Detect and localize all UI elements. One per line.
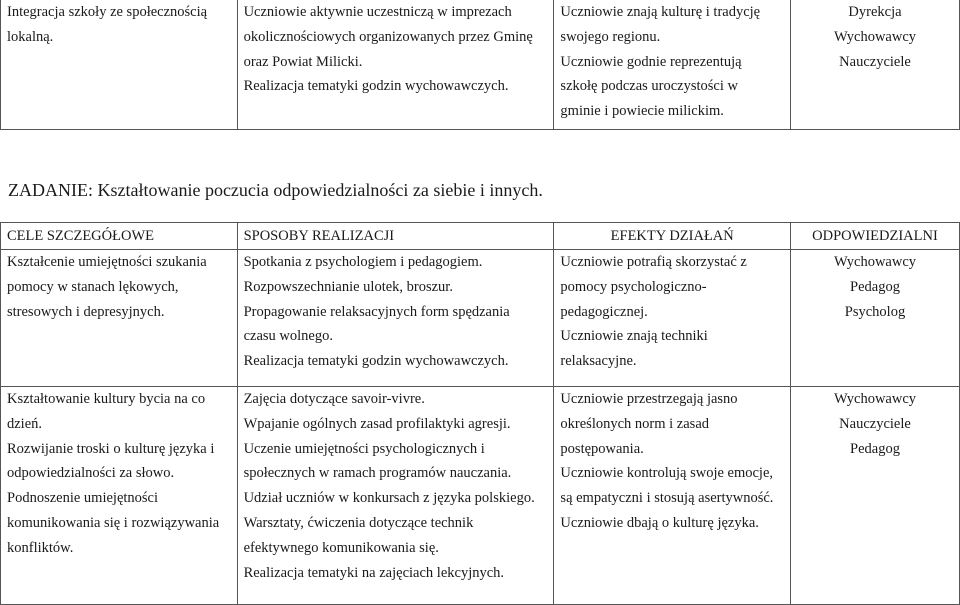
method-cell xyxy=(237,250,554,387)
header-row xyxy=(1,223,960,250)
goal-cell xyxy=(1,387,238,605)
cell-line: Realizacja tematyki na zajęciach lekcyjnych. xyxy=(243,564,505,581)
cell-line: dzień. xyxy=(7,415,43,432)
cell-line: Udział uczniów w konkursach z języka polskiego. xyxy=(243,490,535,507)
effect-cell xyxy=(554,250,791,387)
cell-line: postępowania. xyxy=(560,440,644,457)
cell-line: czasu wolnego. xyxy=(243,328,333,345)
header-effects: EFEKTY DZIAŁAŃ xyxy=(554,223,791,250)
table-row xyxy=(1,250,960,387)
cell-line: Spotkania z psychologiem i pedagogiem. xyxy=(243,254,483,270)
cell-line: Realizacja tematyki godzin wychowawczych. xyxy=(243,353,509,370)
cell-line: pomocy w stanach lękowych, xyxy=(7,278,179,295)
responsible-cell xyxy=(791,250,960,387)
cell-line: Propagowanie relaksacyjnych form spędzania xyxy=(243,303,510,320)
cell-line: Uczniowie potrafią skorzystać z xyxy=(560,254,747,270)
cell-line: lokalną. xyxy=(7,28,54,45)
cell-line: odpowiedzialności za słowo. xyxy=(7,465,175,482)
responsible-cell xyxy=(791,0,960,130)
header-methods: SPOSOBY REALIZACJI xyxy=(237,223,554,250)
cell-line: gminie i powiecie milickim. xyxy=(560,103,724,120)
cell-line: Uczniowie kontrolują swoje emocje, xyxy=(560,465,774,482)
effect-cell xyxy=(554,387,791,605)
cell-line: Wychowawcy xyxy=(833,28,917,45)
cell-line: Rozpowszechnianie ulotek, broszur. xyxy=(243,278,453,295)
effect-cell xyxy=(554,0,791,130)
cell-line: konfliktów. xyxy=(7,539,74,556)
cell-line: szkołę podczas uroczystości w xyxy=(560,78,738,95)
task-title: ZADANIE: Kształtowanie poczucia odpowiedzialności za siebie i innych. xyxy=(8,180,543,200)
cell-line: Nauczyciele xyxy=(839,53,911,70)
cell-line: Nauczyciele xyxy=(839,415,911,432)
cell-line: są empatyczni i stosują asertywność. xyxy=(560,490,774,507)
cell-line: Rozwijanie troski o kulturę języka i xyxy=(7,440,215,457)
cell-line: Uczniowie godnie reprezentują xyxy=(560,53,742,70)
cell-line: Uczniowie dbają o kulturę języka. xyxy=(560,514,759,531)
cell-line: Warsztaty, ćwiczenia dotyczące technik xyxy=(243,514,474,531)
cell-line: Pedagog xyxy=(850,440,900,457)
cell-line: Uczniowie znają techniki xyxy=(560,328,708,345)
cell-line: określonych norm i zasad xyxy=(560,415,710,432)
cell-line: Kształcenie umiejętności szukania xyxy=(7,254,207,270)
cell-line: relaksacyjne. xyxy=(560,353,637,370)
method-cell xyxy=(237,387,554,605)
cell-line: pomocy psychologiczno- xyxy=(560,278,707,295)
cell-line: Wychowawcy xyxy=(833,391,917,407)
cell-line: Kształtowanie kultury bycia na co xyxy=(7,391,206,407)
responsible-cell xyxy=(791,387,960,605)
cell-line: społecznych w ramach programów nauczania. xyxy=(243,465,512,482)
cell-line: Uczniowie przestrzegają jasno xyxy=(560,391,738,407)
cell-line: Dyrekcja xyxy=(848,4,902,20)
cell-line: pedagogicznej. xyxy=(560,303,648,320)
cell-line: Realizacja tematyki godzin wychowawczych. xyxy=(243,78,509,95)
main-table xyxy=(0,222,960,605)
cell-line: Psycholog xyxy=(844,303,906,320)
cell-line: Uczenie umiejętności psychologicznych i xyxy=(243,440,485,457)
cell-line: Uczniowie znają kulturę i tradycję xyxy=(560,4,761,20)
cell-line: Wpajanie ogólnych zasad profilaktyki agresji. xyxy=(243,415,511,432)
goal-cell xyxy=(1,250,238,387)
cell-line: Integracja szkoły ze społecznością xyxy=(7,4,208,20)
cell-line: stresowych i depresyjnych. xyxy=(7,303,165,320)
table-row xyxy=(1,387,960,605)
header-goals: CELE SZCZEGÓŁOWE xyxy=(1,223,238,250)
cell-line: okolicznościowych organizowanych przez Gminę xyxy=(243,28,533,45)
cell-line: Uczniowie aktywnie uczestniczą w imprezach xyxy=(243,4,512,20)
table-row xyxy=(1,0,960,130)
cell-line: Podnoszenie umiejętności xyxy=(7,490,159,507)
cell-line: Wychowawcy xyxy=(833,254,917,270)
cell-line: efektywnego komunikowania się. xyxy=(243,539,439,556)
top-table xyxy=(0,0,960,130)
cell-line: komunikowania się i rozwiązywania xyxy=(7,514,220,531)
header-responsible: ODPOWIEDZIALNI xyxy=(791,223,960,250)
method-cell xyxy=(237,0,554,130)
cell-line: swojego regionu. xyxy=(560,28,661,45)
cell-line: Pedagog xyxy=(850,278,900,295)
cell-line: Zajęcia dotyczące savoir-vivre. xyxy=(243,391,425,407)
goal-cell xyxy=(1,0,238,130)
cell-line: oraz Powiat Milicki. xyxy=(243,53,363,70)
